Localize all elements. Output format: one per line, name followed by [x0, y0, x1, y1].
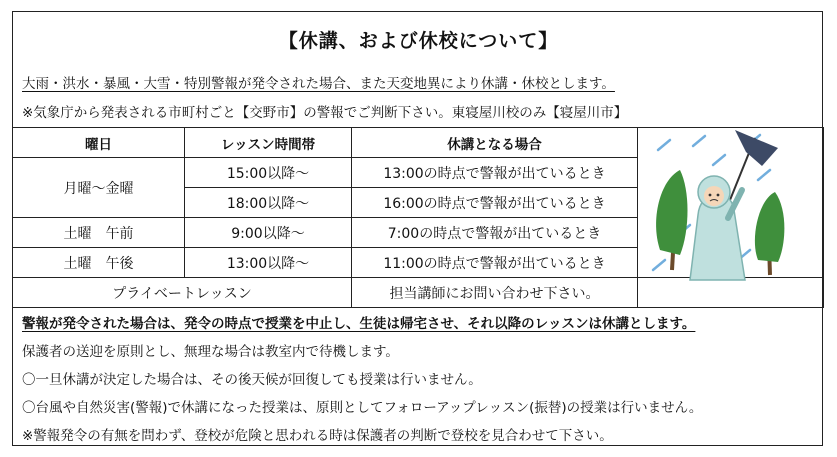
row-time: 13:00以降～ [185, 248, 352, 278]
table-row-private [13, 278, 824, 308]
note-parent-judgement: ※警報発令の有無を問わず、登校が危険と思われる時は保護者の判断で登校を見合わせて下さい。 [22, 428, 613, 444]
row-time: 18:00以降～ [185, 188, 352, 218]
header-time: レッスン時間帯 [185, 128, 352, 158]
section-divider [12, 307, 823, 308]
note-no-makeup: 〇台風や自然災害(警報)で休講になった授業は、原則としてフォローアップレッスン(振替)の授業は行いません。 [22, 400, 703, 416]
row-condition: 13:00の時点で警報が出ているとき [352, 158, 638, 188]
warning-policy-bold: 警報が発令された場合は、発令の時点で授業を中止し、生徒は帰宅させ、それ以降のレッスンは休講とします。 [22, 316, 696, 332]
private-lesson-label: プライベートレッスン [13, 278, 352, 308]
header-day: 曜日 [13, 128, 185, 158]
row-condition: 11:00の時点で警報が出ているとき [352, 248, 638, 278]
row-day-weekday: 月曜～金曜 [13, 158, 185, 218]
row-day: 土曜 午後 [13, 248, 185, 278]
intro-line-2: ※気象庁から発表される市町村ごと【交野市】の警報でご判断下さい。東寝屋川校のみ【寝屋川市】 [22, 105, 628, 121]
row-day: 土曜 午前 [13, 218, 185, 248]
row-condition: 16:00の時点で警報が出ているとき [352, 188, 638, 218]
note-no-resume: 〇一旦休講が決定した場合は、その後天候が回復しても授業は行いません。 [22, 372, 482, 388]
row-time: 15:00以降～ [185, 158, 352, 188]
page-title: 【休講、および休校について】 [278, 30, 559, 52]
intro-line-1: 大雨・洪水・暴風・大雪・特別警報が発令された場合、また天変地異により休講・休校とします。 [22, 76, 615, 92]
row-condition: 7:00の時点で警報が出ているとき [352, 218, 638, 248]
header-condition: 休講となる場合 [352, 128, 638, 158]
illustration-cell-bottom [638, 278, 824, 308]
storm-person-umbrella-icon [650, 130, 790, 282]
row-time: 9:00以降～ [185, 218, 352, 248]
private-lesson-note: 担当講師にお問い合わせ下さい。 [352, 278, 638, 308]
note-pickup: 保護者の送迎を原則とし、無理な場合は教室内で待機します。 [22, 344, 399, 360]
